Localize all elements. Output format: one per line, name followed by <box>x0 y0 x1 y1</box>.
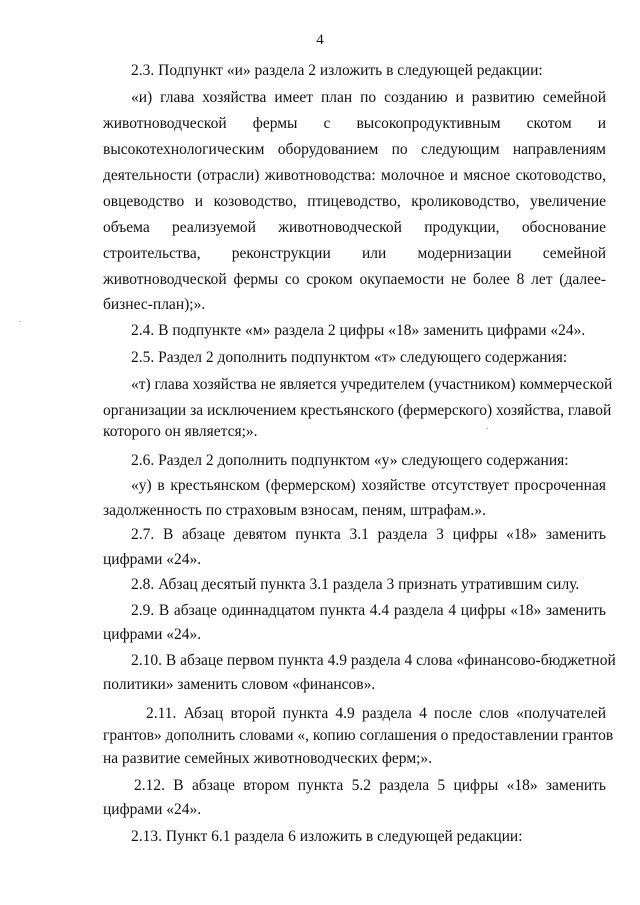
paragraph-2-11-line-1: 2.11. Абзац второй пункта 4.9 раздела 4 после слов «получателей <box>146 705 606 722</box>
quote-u-line-2: задолженность по страховым взносам, пеням, штрафам.». <box>103 502 486 519</box>
quote-u-line-1: «у) в крестьянском (фермерском) хозяйстве отсутствует просроченная <box>131 477 606 494</box>
paragraph-2-12-line-1: 2.12. В абзаце втором пункта 5.2 раздела 5 цифры «18» заменить <box>134 777 606 794</box>
quote-i-line-6: объема реализуемой животноводческой продукции, обоснование <box>103 219 606 236</box>
quote-t-line-2: организации за исключением крестьянского (фермерского) хозяйства, главой <box>103 402 612 419</box>
paragraph-2-13-line-1: 2.13. Пункт 6.1 раздела 6 изложить в следующей редакции: <box>131 828 523 845</box>
paragraph-2-12-line-2: цифрами «24». <box>103 801 202 818</box>
quote-t-line-1: «т) глава хозяйства не является учредителем (участником) коммерческой <box>131 376 613 393</box>
paragraph-2-11-line-3: на развитие семейных животноводческих ферм;». <box>103 750 433 767</box>
quote-i-line-7: строительства, реконструкции или модернизации семейной <box>103 245 606 262</box>
paragraph-2-7-line-2: цифрами «24». <box>103 551 202 568</box>
paragraph-2-9-line-2: цифрами «24». <box>103 626 202 643</box>
paragraph-2-11-line-2: грантов» дополнить словами «, копию соглашения о предоставлении грантов <box>103 727 614 744</box>
scan-speck <box>487 428 488 429</box>
paragraph-2-3-line-1: 2.3. Подпункт «и» раздела 2 изложить в следующей редакции: <box>131 62 543 79</box>
quote-i-line-8: животноводческой фермы со сроком окупаемости не более 8 лет (далее- <box>103 271 606 288</box>
paragraph-2-10-line-1: 2.10. В абзаце первом пункта 4.9 раздела 4 слова «финансово-бюджетной <box>131 652 616 669</box>
paragraph-2-8-line-1: 2.8. Абзац десятый пункта 3.1 раздела 3 признать утратившим силу. <box>131 576 580 593</box>
paragraph-2-10-line-2: политики» заменить словом «финансов». <box>103 676 376 693</box>
quote-i-line-5: овцеводство и козоводство, птицеводство, кролиководство, увеличение <box>103 193 606 210</box>
quote-t-line-3: которого он является;». <box>103 423 258 440</box>
quote-i-line-4: деятельности (отрасли) животноводства: молочное и мясное скотоводство, <box>103 167 606 184</box>
paragraph-2-9-line-1: 2.9. В абзаце одиннадцатом пункта 4.4 раздела 4 цифры «18» заменить <box>131 602 606 619</box>
quote-i-line-9: бизнес-план);». <box>103 296 206 313</box>
paragraph-2-4-line-1: 2.4. В подпункте «м» раздела 2 цифры «18» заменить цифрами «24». <box>131 322 586 339</box>
page-number: 4 <box>316 32 324 48</box>
quote-i-line-3: высокотехнологическим оборудованием по следующим направлениям <box>103 141 606 158</box>
paragraph-2-7-line-1: 2.7. В абзаце девятом пункта 3.1 раздела 3 цифры «18» заменить <box>131 526 606 543</box>
quote-i-line-2: животноводческой фермы с высокопродуктивным скотом и <box>103 115 606 132</box>
quote-i-line-1: «и) глава хозяйства имеет план по созданию и развитию семейной <box>131 89 606 106</box>
paragraph-2-5-line-1: 2.5. Раздел 2 дополнить подпунктом «т» следующего содержания: <box>131 349 568 366</box>
scan-speck <box>19 321 20 322</box>
paragraph-2-6-line-1: 2.6. Раздел 2 дополнить подпунктом «у» следующего содержания: <box>131 452 569 469</box>
